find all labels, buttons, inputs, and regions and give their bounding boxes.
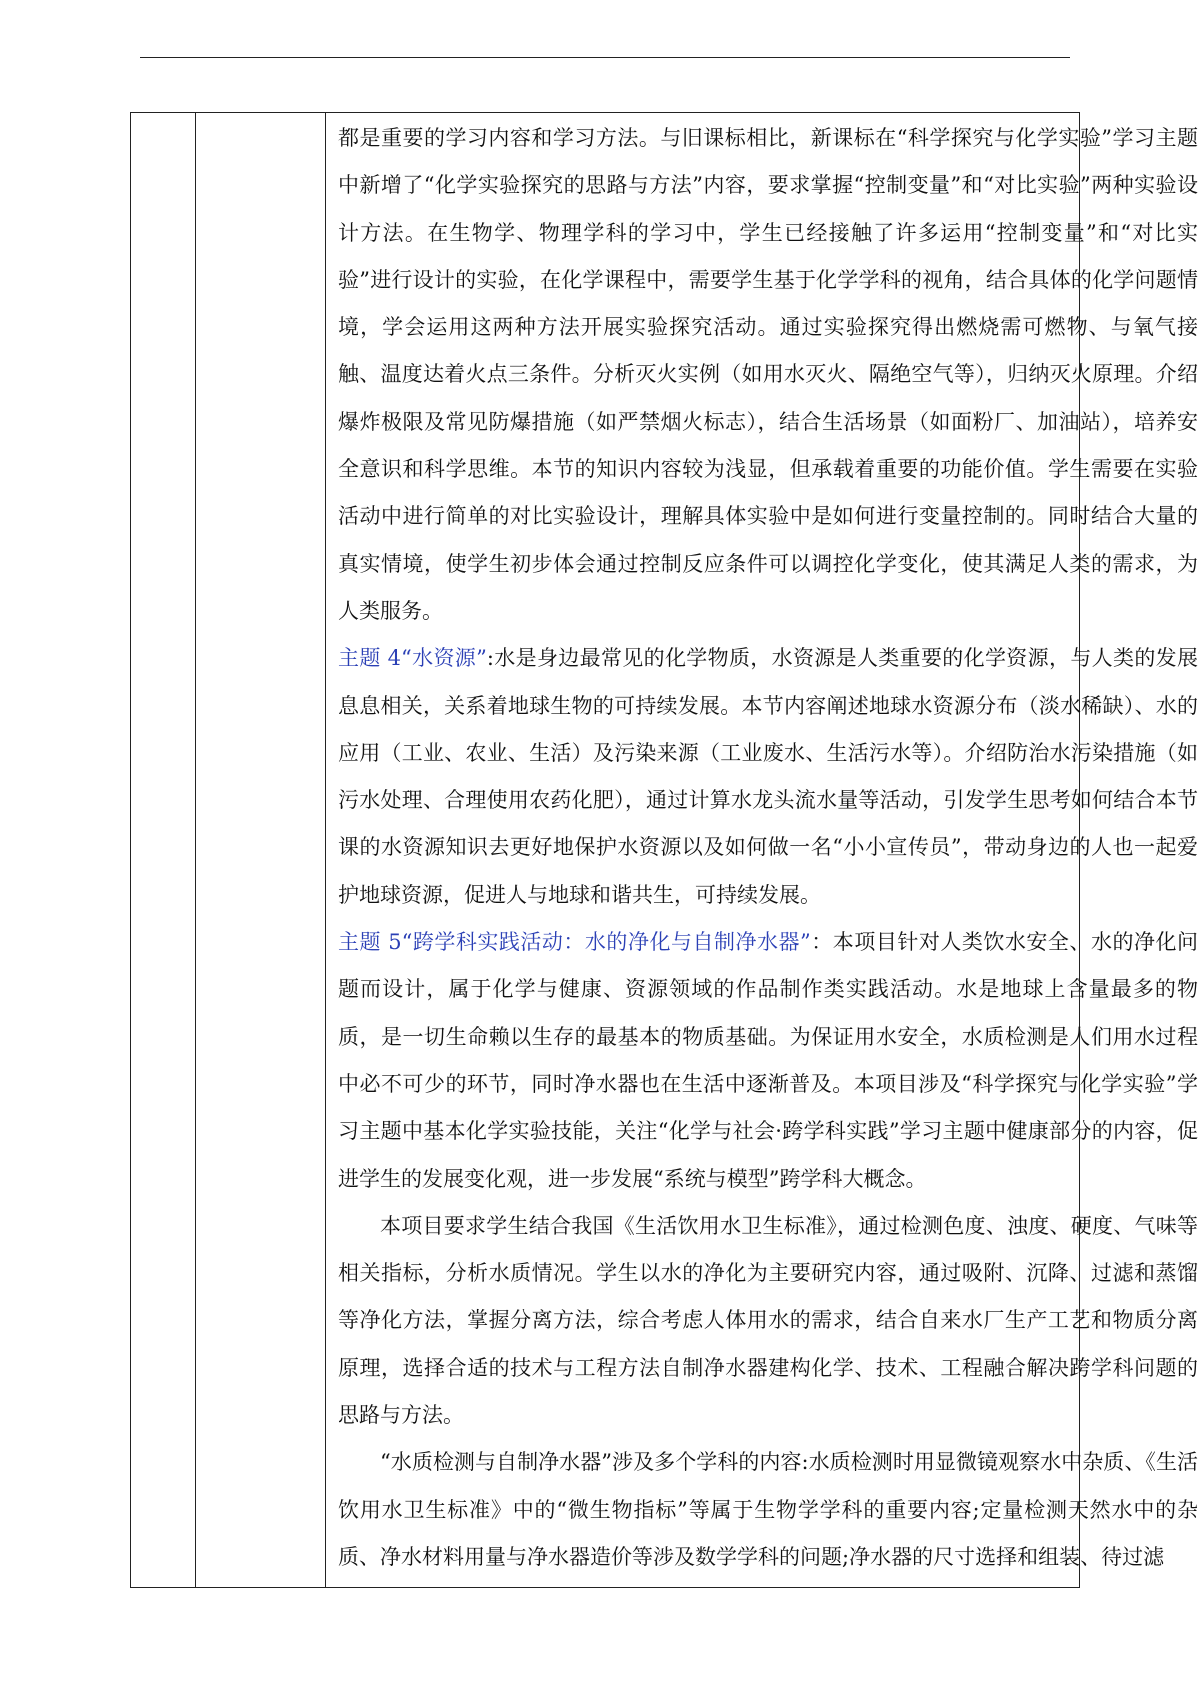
page-header-rule — [140, 57, 1070, 58]
content-table — [130, 112, 1198, 1588]
table-column-1 — [131, 113, 196, 1587]
table-column-2 — [196, 113, 326, 1587]
table-cell-content — [338, 115, 1198, 1581]
topic-5-section — [338, 919, 1198, 1203]
topic-4-heading: 主题 4“水资源” — [338, 646, 487, 671]
paragraph-experiment-methods: 都是重要的学习内容和学习方法。与旧课标相比，新课标在“科学探究与化学实验”学习主题中新增了“化学实验探究的思路与方法”内容，要求掌握“控制变量”和“对比实验”两种实验设计方法。在生物学、物理学科的学习中，学生已经接触了许多运用“控制变量”和“对比实验”进行设计的实验，在化学课程中，需要学生基于化学学科的视角，结合具体的化学问题情境，学会运用这两种方法开展实验探究活动。通过实验探究得出燃烧需可燃物、与氧气接触、温度达着火点三条件。分析灭火实例（如用水灭火、隔绝空气等），归纳灭火原理。介绍爆炸极限及常见防爆措施（如严禁烟火标志），结合生活场景（如面粉厂、加油站），培养安全意识和科学思维。本节的知识内容较为浅显，但承载着重要的功能价值。学生需要在实验活动中进行简单的对比实验设计，理解具体实验中是如何进行变量控制的。同时结合大量的真实情境，使学生初步体会通过控制反应条件可以调控化学变化，使其满足人类的需求，为人类服务。 — [338, 126, 1198, 623]
topic-5-heading: 主题 5“跨学科实践活动：水的净化与自制净水器” — [338, 930, 811, 955]
paragraph-project-requirements: 本项目要求学生结合我国《生活饮用水卫生标准》，通过检测色度、浊度、硬度、气味等相关指标，分析水质情况。学生以水的净化为主要研究内容，通过吸附、沉降、过滤和蒸馏等净化方法，掌握分离方法，综合考虑人体用水的需求，结合自来水厂生产工艺和物质分离原理，选择合适的技术与工程方法自制净水器建构化学、技术、工程融合解决跨学科问题的思路与方法。 — [338, 1213, 1198, 1428]
paragraph-interdisciplinary-content: “水质检测与自制净水器”涉及多个学科的内容:水质检测时用显微镜观察水中杂质、《生活饮用水卫生标准》中的“微生物指标”等属于生物学学科的重要内容;定量检测天然水中的杂质、净水材料用量与净水器造价等涉及数学学科的问题;净水器的尺寸选择和组装、待过滤 — [338, 1450, 1198, 1569]
topic-5-body: ：本项目针对人类饮水安全、水的净化问题而设计，属于化学与健康、资源领域的作品制作类实践活动。水是地球上含量最多的物质，是一切生命赖以生存的最基本的物质基础。为保证用水安全，水质检测是人们用水过程中必不可少的环节，同时净水器也在生活中逐渐普及。本项目涉及“科学探究与化学实验”学习主题中基本化学实验技能，关注“化学与社会·跨学科实践”学习主题中健康部分的内容，促进学生的发展变化观，进一步发展“系统与模型”跨学科大概念。 — [338, 930, 1198, 1191]
topic-4-body: :水是身边最常见的化学物质，水资源是人类重要的化学资源，与人类的发展息息相关，关系着地球生物的可持续发展。本节内容阐述地球水资源分布（淡水稀缺）、水的应用（工业、农业、生活）及污染来源（工业废水、生活污水等）。介绍防治水污染措施（如污水处理、合理使用农药化肥），通过计算水龙头流水量等活动，引发学生思考如何结合本节课的水资源知识去更好地保护水资源以及如何做一名“小小宣传员”，带动身边的人也一起爱护地球资源，促进人与地球和谐共生，可持续发展。 — [338, 646, 1198, 907]
topic-4-section — [338, 635, 1198, 919]
